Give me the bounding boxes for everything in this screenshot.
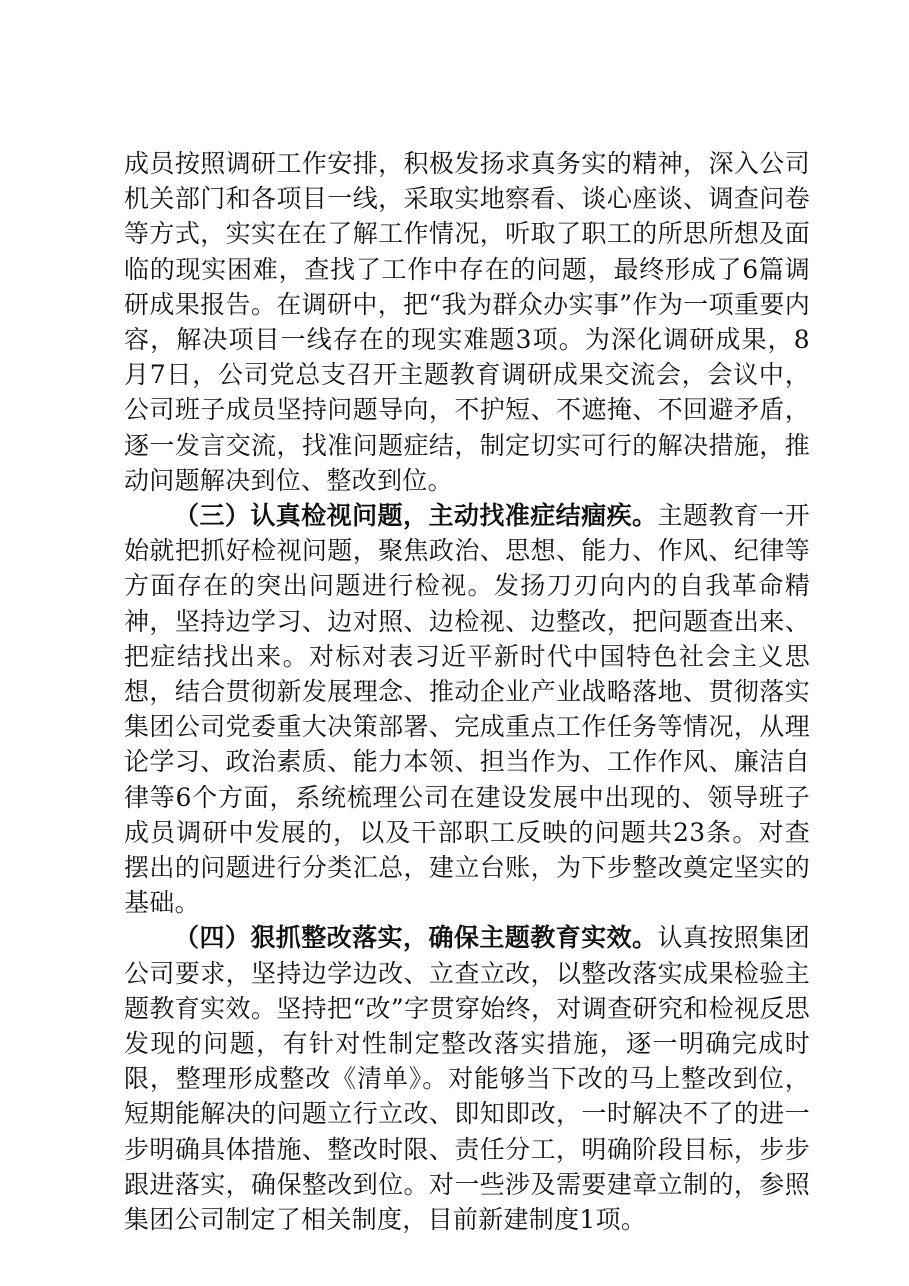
paragraph-text: 成员按照调研工作安排，积极发扬求真务实的精神，深入公司机关部门和各项目一线，采取实地察看、谈心座谈、调查问卷等方式，实实在在了解工作情况，听取了职工的所思所想及面临的现实困难，查找了工作中存在的问题，最终形成了6篇调研成果报告。在调研中，把“我为群众办实事”作为一项重要内容，解决项目一线存在的现实难题3项。为深化调研成果，8月7日，公司党总支召开主题教育调研成果交流会，会议中，公司班子成员坚持问题导向，不护短、不遮掩、不回避矛盾，逐一发言交流，找准问题症结，制定切实可行的解决措施，推动问题解决到位、整改到位。 [124, 149, 810, 495]
paragraph-section-4 [124, 920, 810, 1237]
section-heading-4: （四）狠抓整改落实，确保主题教育实效。 [174, 923, 658, 953]
document-body [124, 146, 810, 1237]
paragraph-continuation [124, 146, 810, 498]
section-heading-3: （三）认真检视问题，主动找准症结痼疾。 [174, 501, 658, 531]
paragraph-text: 认真按照集团公司要求，坚持边学边改、立查立改，以整改落实成果检验主题教育实效。坚持把“改”字贯穿始终，对调查研究和检视反思发现的问题，有针对性制定整改落实措施，逐一明确完成时限，整理形成整改《清单》。对能够当下改的马上整改到位，短期能解决的问题立行立改、即知即改，一时解决不了的进一步明确具体措施、整改时限、责任分工，明确阶段目标，步步跟进落实，确保整改到位。对一些涉及需要建章立制的，参照集团公司制定了相关制度，目前新建制度1项。 [124, 923, 810, 1235]
paragraph-section-3 [124, 498, 810, 920]
paragraph-text: 主题教育一开始就把抓好检视问题，聚焦政治、思想、能力、作风、纪律等方面存在的突出问题进行检视。发扬刀刃向内的自我革命精神，坚持边学习、边对照、边检视、边整改，把问题查出来、把症结找出来。对标对表习近平新时代中国特色社会主义思想，结合贯彻新发展理念、推动企业产业战略落地、贯彻落实集团公司党委重大决策部署、完成重点工作任务等情况，从理论学习、政治素质、能力本领、担当作为、工作作风、廉洁自律等6个方面，系统梳理公司在建设发展中出现的、领导班子成员调研中发展的，以及干部职工反映的问题共23条。对查摆出的问题进行分类汇总，建立台账，为下步整改奠定坚实的基础。 [124, 501, 810, 918]
